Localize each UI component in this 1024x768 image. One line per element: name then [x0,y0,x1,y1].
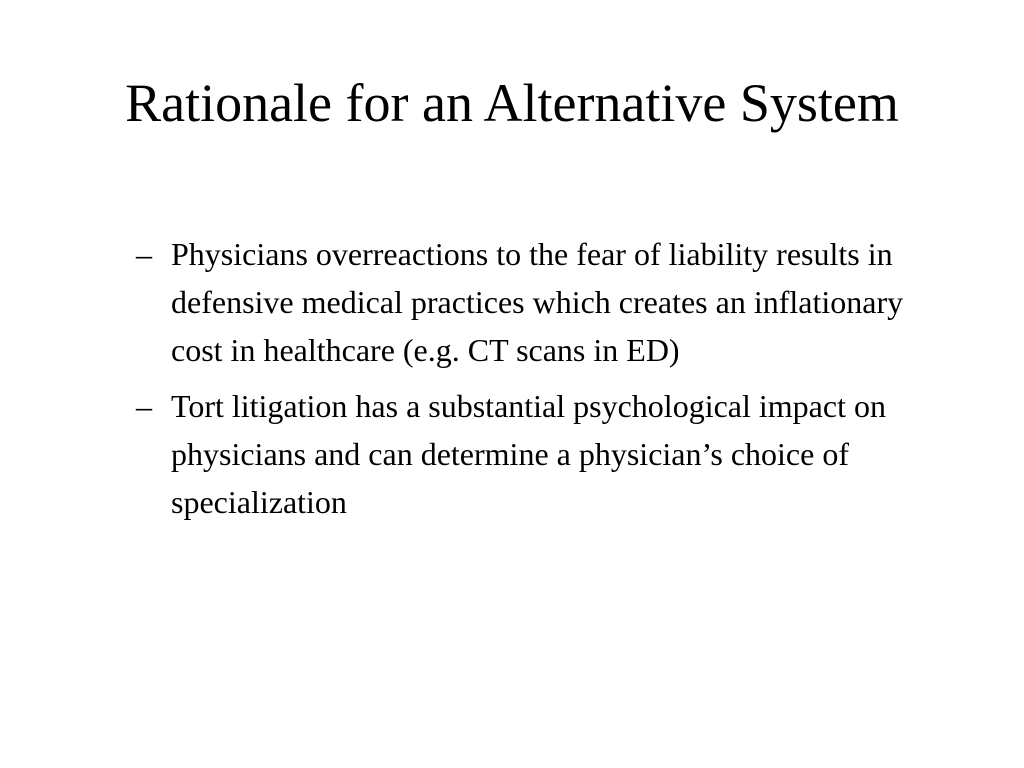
bullet-item [136,230,936,374]
dash-bullet-icon: – [136,236,152,272]
dash-bullet-icon: – [136,388,152,424]
bullet-item [136,382,936,526]
slide-title: Rationale for an Alternative System [125,73,899,133]
bullet-text: Physicians overreactions to the fear of liability results in defensive medical practices which creates an inflationary cost in healthcare (e.g. CT scans in ED) [171,236,904,368]
bullet-list [136,230,936,534]
bullet-text: Tort litigation has a substantial psychological impact on physicians and can determine a physician’s choice of specialization [171,388,886,520]
